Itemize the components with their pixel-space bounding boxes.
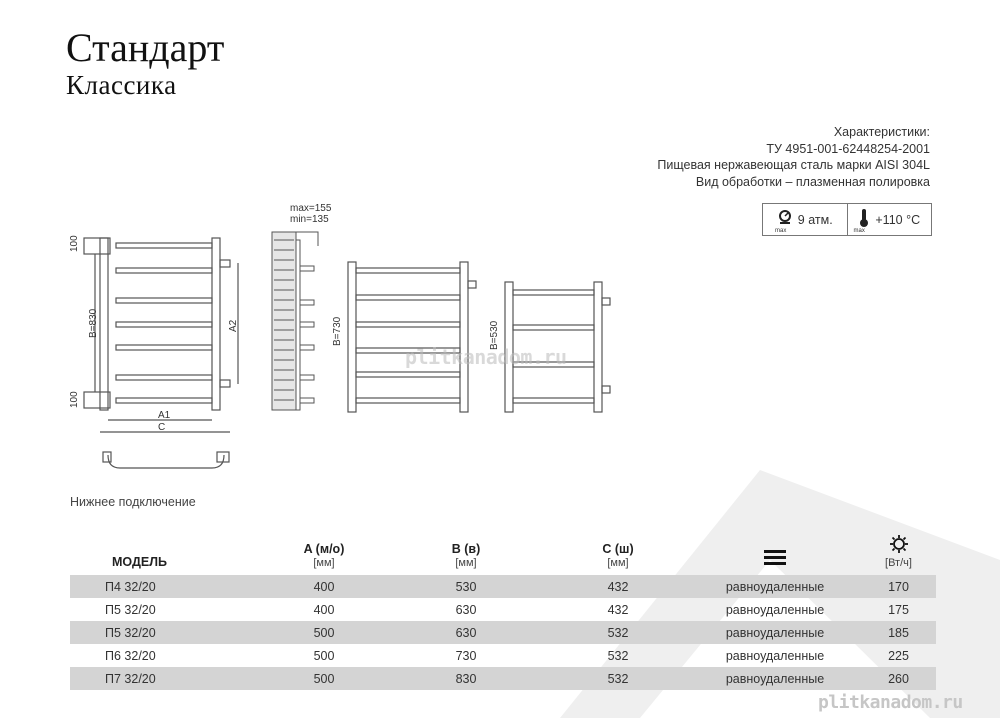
header-power bbox=[861, 528, 936, 575]
table-row bbox=[70, 644, 936, 667]
side-view bbox=[272, 232, 318, 410]
cell-c: 432 bbox=[547, 575, 689, 598]
watermark-center: plitkanadom.ru bbox=[405, 345, 567, 369]
dim-b530: B=530 bbox=[489, 320, 500, 350]
dim-c: C bbox=[158, 422, 166, 433]
cell-power: 185 bbox=[861, 621, 936, 644]
dim-a1: A1 bbox=[158, 410, 171, 421]
cell-a: 400 bbox=[313, 602, 335, 617]
rungs-icon bbox=[764, 555, 786, 569]
cell-a: 500 bbox=[263, 621, 385, 644]
cell-a: 500 bbox=[263, 667, 385, 690]
cell-type: равноудаленные bbox=[725, 602, 825, 617]
table-row bbox=[70, 621, 936, 644]
cell-power: 170 bbox=[861, 575, 936, 598]
spec-material: Пищевая нержавеющая сталь марки AISI 304L bbox=[657, 158, 930, 172]
spec-standard: ТУ 4951-001-62448254-2001 bbox=[766, 141, 930, 156]
cell-model: П4 32/20 bbox=[70, 575, 263, 598]
dim-100-bottom: 100 bbox=[69, 391, 80, 408]
sun-icon bbox=[890, 542, 908, 556]
cell-model: П5 32/20 bbox=[70, 621, 263, 644]
cell-a: 500 bbox=[313, 648, 335, 663]
header-power-unit: [Вт/ч] bbox=[885, 557, 912, 569]
connection-note: Нижнее подключение bbox=[70, 495, 196, 509]
table-header-row bbox=[70, 528, 936, 575]
header-c-label: C (ш) bbox=[602, 542, 634, 556]
table-row bbox=[70, 575, 936, 598]
header-b-label: B (в) bbox=[451, 542, 481, 556]
temperature-value: +110 °C bbox=[875, 212, 921, 227]
page-subtitle: Классика bbox=[66, 70, 177, 100]
cell-c: 432 bbox=[607, 602, 629, 617]
cell-b: 630 bbox=[455, 602, 477, 617]
dim-b730: B=730 bbox=[332, 316, 343, 346]
front-view-p7 bbox=[84, 238, 238, 468]
front-view-p6 bbox=[348, 262, 476, 412]
pressure-value: 9 атм. bbox=[797, 212, 833, 227]
header-a-unit: [мм] bbox=[313, 557, 335, 569]
cell-c: 532 bbox=[547, 667, 689, 690]
cell-b: 630 bbox=[385, 621, 547, 644]
cell-power: 225 bbox=[888, 648, 909, 663]
header-c bbox=[547, 528, 689, 575]
cell-model: П5 32/20 bbox=[105, 602, 156, 617]
dim-a2: A2 bbox=[228, 319, 239, 332]
watermark-corner: plitkanadom.ru bbox=[818, 692, 963, 713]
header-c-unit: [мм] bbox=[607, 557, 629, 569]
header-model: МОДЕЛЬ bbox=[112, 555, 167, 569]
header-a bbox=[263, 528, 385, 575]
cell-model: П6 32/20 bbox=[105, 648, 156, 663]
cell-b: 830 bbox=[385, 667, 547, 690]
cell-model: П7 32/20 bbox=[70, 667, 263, 690]
cell-type: равноудаленные bbox=[725, 648, 825, 663]
cell-c: 532 bbox=[607, 648, 629, 663]
models-table bbox=[70, 528, 936, 690]
cell-type: равноудаленные bbox=[689, 621, 861, 644]
cell-b: 530 bbox=[385, 575, 547, 598]
cell-b: 730 bbox=[455, 648, 477, 663]
pressure-max-label: max bbox=[775, 228, 787, 234]
cell-power: 260 bbox=[861, 667, 936, 690]
cell-power: 175 bbox=[888, 602, 909, 617]
cell-type: равноудаленные bbox=[689, 575, 861, 598]
spec-finish: Вид обработки – плазменная полировка bbox=[695, 174, 930, 189]
side-min: min=135 bbox=[290, 214, 329, 225]
header-b bbox=[385, 528, 547, 575]
header-b-unit: [мм] bbox=[455, 557, 477, 569]
cell-a: 400 bbox=[263, 575, 385, 598]
table-row bbox=[70, 598, 936, 621]
header-rungs bbox=[689, 528, 861, 575]
spec-heading: Характеристики: bbox=[833, 125, 930, 139]
page-title: Стандарт bbox=[66, 25, 225, 70]
cell-c: 532 bbox=[547, 621, 689, 644]
temperature-max-label: max bbox=[853, 228, 865, 234]
table-row bbox=[70, 667, 936, 690]
dim-100-top: 100 bbox=[69, 235, 80, 252]
dim-b830: B=830 bbox=[88, 308, 99, 338]
cell-type: равноудаленные bbox=[689, 667, 861, 690]
side-max: max=155 bbox=[290, 203, 332, 214]
header-a-label: A (м/о) bbox=[303, 542, 345, 556]
